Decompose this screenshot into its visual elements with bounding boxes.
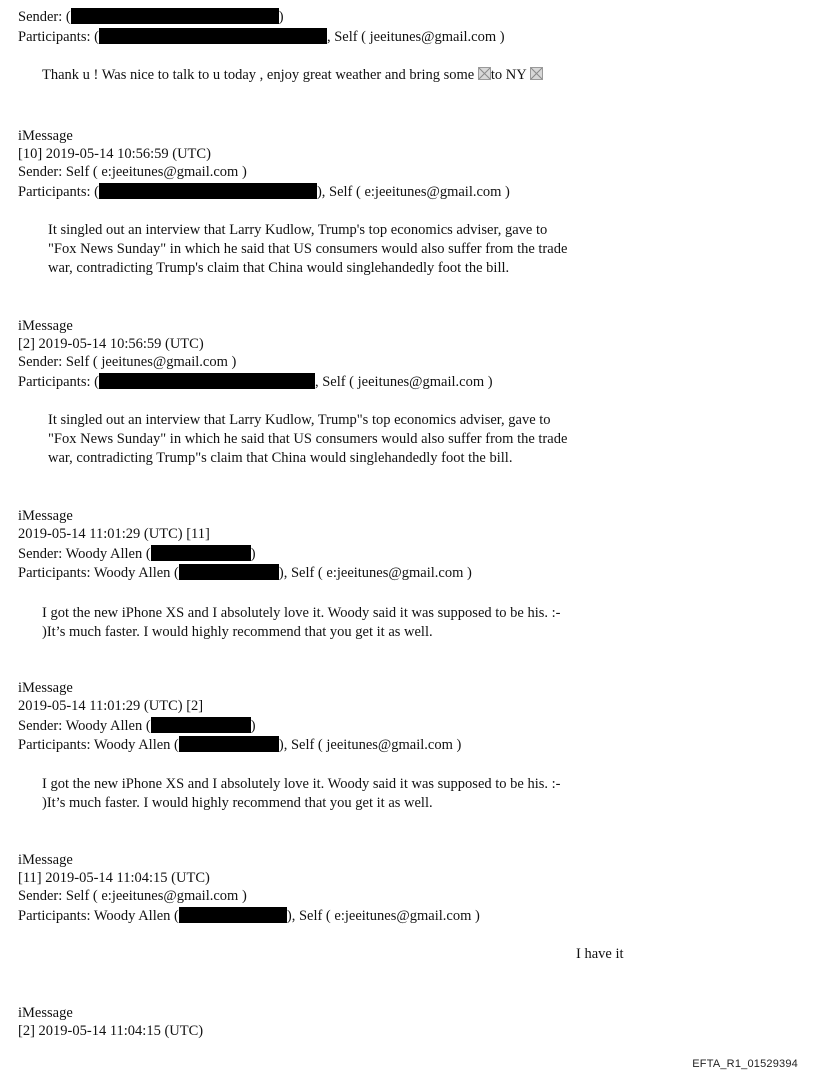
message-line: It singled out an interview that Larry Kudlow, Trump's top economics adviser, gave to [48, 222, 548, 238]
participants-label: Participants: Woody Allen ( [18, 908, 179, 924]
entry3-kind: iMessage [18, 508, 73, 524]
participants-label: Participants: Woody Allen ( [18, 737, 179, 753]
participants-label: Participants: ( [18, 29, 99, 45]
redaction-block [151, 717, 251, 733]
entry3-message [42, 604, 561, 642]
sender-close: ) [250, 718, 256, 734]
entry3-participants [18, 564, 472, 582]
participants-label: Participants: ( [18, 374, 99, 390]
message-line: I got the new iPhone XS and I absolutely love it. Woody said it was supposed to be his. :- [42, 776, 561, 792]
participants-rest: , Self ( jeeitunes@gmail.com ) [314, 374, 493, 390]
redaction-block [99, 28, 327, 44]
entry5-participants [18, 907, 480, 925]
participants-rest: ), Self ( e:jeeitunes@gmail.com ) [286, 908, 480, 924]
message-text: Thank u ! Was nice to talk to u today , enjoy great weather and bring some [42, 67, 478, 83]
entry5-message: I have it [576, 946, 624, 962]
entry4-stamp: 2019-05-14 11:01:29 (UTC) [2] [18, 698, 204, 714]
entry1-stamp: [10] 2019-05-14 10:56:59 (UTC) [18, 146, 211, 162]
sender-label: Sender: Woody Allen ( [18, 546, 151, 562]
participants-rest: , Self ( jeeitunes@gmail.com ) [326, 29, 505, 45]
message-line: )It’s much faster. I would highly recommend that you get it as well. [42, 624, 433, 640]
sender-label: Sender: ( [18, 9, 71, 25]
sender-close: ) [278, 9, 284, 25]
entry6-stamp: [2] 2019-05-14 11:04:15 (UTC) [18, 1023, 204, 1039]
entry2-stamp: [2] 2019-05-14 10:56:59 (UTC) [18, 336, 204, 352]
message-line: )It’s much faster. I would highly recommend that you get it as well. [42, 795, 433, 811]
entry5-kind: iMessage [18, 852, 73, 868]
entry0-sender [18, 8, 284, 26]
entry3-sender [18, 545, 256, 563]
entry5-stamp: [11] 2019-05-14 11:04:15 (UTC) [18, 870, 210, 886]
entry2-message [48, 411, 567, 468]
message-line: war, contradicting Trump"s claim that China would singlehandedly foot the bill. [48, 450, 513, 466]
message-line: I got the new iPhone XS and I absolutely love it. Woody said it was supposed to be his. :- [42, 605, 561, 621]
sender-close: ) [250, 546, 256, 562]
entry1-message [48, 221, 567, 278]
redaction-block [151, 545, 251, 561]
entry4-kind: iMessage [18, 680, 73, 696]
entry0-message [42, 67, 543, 84]
broken-image-icon [478, 67, 491, 80]
entry3-stamp: 2019-05-14 11:01:29 (UTC) [11] [18, 526, 210, 542]
entry2-kind: iMessage [18, 318, 73, 334]
broken-image-icon [530, 67, 543, 80]
entry1-kind: iMessage [18, 128, 73, 144]
entry6-kind: iMessage [18, 1005, 73, 1021]
message-line: It singled out an interview that Larry Kudlow, Trump"s top economics adviser, gave to [48, 412, 551, 428]
message-line: "Fox News Sunday" in which he said that US consumers would also suffer from the trade [48, 431, 568, 447]
entry1-sender: Sender: Self ( e:jeeitunes@gmail.com ) [18, 164, 247, 180]
redaction-block [99, 373, 315, 389]
entry4-sender [18, 717, 256, 735]
redaction-block [99, 183, 317, 199]
entry2-sender: Sender: Self ( jeeitunes@gmail.com ) [18, 354, 237, 370]
participants-rest: ), Self ( e:jeeitunes@gmail.com ) [316, 184, 510, 200]
redaction-block [179, 736, 279, 752]
participants-label: Participants: Woody Allen ( [18, 565, 179, 581]
redaction-block [179, 907, 287, 923]
entry1-participants [18, 183, 510, 201]
entry2-participants [18, 373, 493, 391]
document-id: EFTA_R1_01529394 [692, 1058, 798, 1070]
entry4-participants [18, 736, 461, 754]
entry4-message [42, 775, 561, 813]
redaction-block [71, 8, 279, 24]
sender-label: Sender: Woody Allen ( [18, 718, 151, 734]
message-text: to NY [490, 67, 530, 83]
message-line: war, contradicting Trump's claim that China would singlehandedly foot the bill. [48, 260, 510, 276]
participants-rest: ), Self ( jeeitunes@gmail.com ) [278, 737, 462, 753]
message-line: "Fox News Sunday" in which he said that US consumers would also suffer from the trade [48, 241, 568, 257]
participants-label: Participants: ( [18, 184, 99, 200]
redaction-block [179, 564, 279, 580]
participants-rest: ), Self ( e:jeeitunes@gmail.com ) [278, 565, 472, 581]
entry5-sender: Sender: Self ( e:jeeitunes@gmail.com ) [18, 888, 247, 904]
entry0-participants [18, 28, 505, 46]
